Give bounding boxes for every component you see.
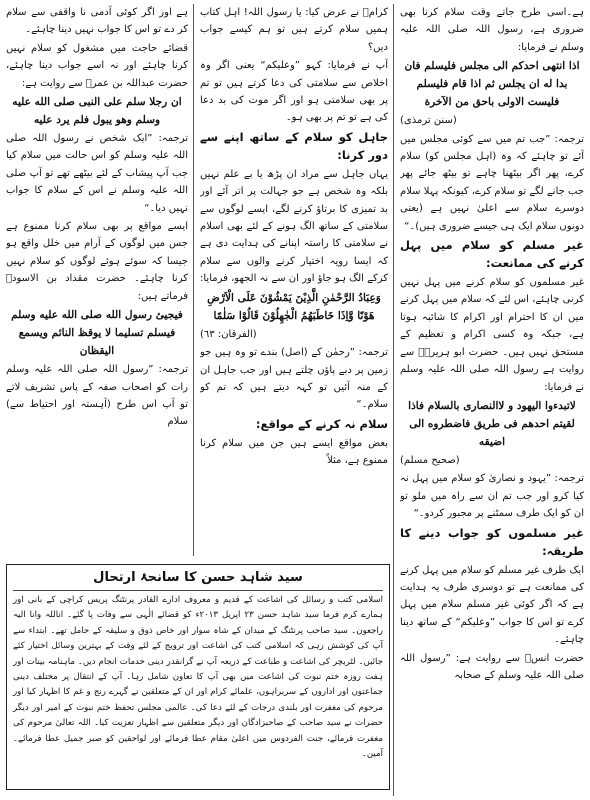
body-paragraph: غیر مسلموں کو سلام کرنے میں پہل نہیں کرنی چاہئے، اس لئے کہ سلام میں پہل کرنے میں ان کا احترام اور اکرام کا شائبہ ہوتا ہے، جبکہ وہ کسی اکرام و تعظیم کے مستحق نہیں ہیں۔ حضرت ابو ہریرہؓ سے روایت ہے رسول اللہ صلی اللہ علیہ وسلم نے فرمایا: xyxy=(400,277,584,393)
obituary-body: اسلامی کتب و رسائل کی اشاعت کے قدیم و معروف ادارے القادر پرنٹنگ پریس کراچی کے بانی اور ہمارے کرم فرما سید شاہد حسن ۲۳ اپریل ۲۰۱۳ء کو قضائے الٰہی سے وفات پا گئے۔ اناللہ وانا الیہ راجعون۔ سید صاحب پرنٹنگ کے میدان کے شاہ سوار اور خاص ذوق و سلیقہ کے حامل تھے۔ ابتداء سے آپ کی کوشش رہی کہ اسلامی کتب کی اشاعت اور ترویج کے لئے وقت کے بہترین وسائل اختیار کئے جائیں۔ لٹریچر کی اشاعت و طباعت کے ذریعہ آپ نے گرانقدر دینی خدمات انجام دیں۔ ماہنامہ بینات اور ہفت روزہ ختم نبوت کی اشاعت میں بھی آپ کا تعاون شامل رہا۔ آپ کے انتقال پر مختلف دینی جماعتوں اور اداروں کے سربراہوں، علمائے کرام اور ان کے متعلقین نے گہرے رنج و غم کا اظہار کیا اور مرحوم کی مغفرت اور بلندی درجات کے لئے دعا کی۔ عالمی مجلس تحفظ ختم نبوت کے امیر اور دیگر حضرات نے سید صاحب کے صاحبزادگان اور دیگر متعلقین سے اظہار تعزیت کیا۔ اللہ تعالیٰ مرحوم کی مغفرت فرمائے، جنت الفردوس میں اعلیٰ مقام عطا فرمائے اور لواحقین کو صبر جمیل عطا فرمائے۔ آمین۔ xyxy=(13,595,383,760)
hadith-reference: (سنن ترمذی) xyxy=(400,115,457,127)
section-heading: غیر مسلموں کو جواب دینے کا طریقہ: xyxy=(400,525,584,558)
translation-paragraph: ترجمہ: ”یہود و نصاریٰ کو سلام میں پہل نہ کیا کرو اور جب تم ان سے راہ میں ملو تو ان کو ایک طرف سمٹنے پر مجبور کردو۔“ xyxy=(400,473,584,520)
body-paragraph: ایک طرف غیر مسلم کو سلام میں پہل کرنے کی ممانعت ہے تو دوسری طرف یہ ہدایت ہے کہ اگر کوئی غیر مسلم سلام میں پہل کرے تو اس کا جواب ”وعلیکم“ کے ساتھ دینا چاہئے۔ xyxy=(400,564,584,646)
translation-paragraph: ترجمہ: ”رحمٰن کے (اصل) بندے تو وہ ہیں جو زمین پر دبے پاؤں چلتے ہیں اور جب جاہل ان کے منہ آئیں تو کہہ دیتے ہیں کہ تم کو سلام۔“ xyxy=(200,347,388,411)
column-divider xyxy=(393,4,394,796)
article-column-right xyxy=(400,4,584,796)
section-heading: غیر مسلم کو سلام میں پہل کرنے کی ممانعت: xyxy=(400,238,584,271)
body-paragraph: یہاں جاہل سے مراد ان پڑھ یا بے علم نہیں بلکہ وہ شخص ہے جو جہالت پر اتر آئے اور بد تمیزی کا برتاؤ کرنے لگے، ایسے لوگوں سے سلامتی کے ساتھ الگ ہونے کے لئے بھی اسلام نے سلامتی کا راستہ اپنانے کی ہدایت دی ہے کہ ایسا رویہ اختیار کرنے والوں سے سلام کرکے الگ ہو جاؤ اور ان سے نہ الجھو، فرمایا: xyxy=(200,168,388,285)
body-paragraph: بعض مواقع ایسے ہیں جن میں سلام کرنا ممنوع ہے، مثلاً xyxy=(200,437,388,467)
body-paragraph: ایسے مواقع پر بھی سلام کرنا ممنوع ہے جس میں لوگوں کے آرام میں خلل واقع ہو جیسا کہ سوئے ہوئے لوگوں کو سلام نہیں کرنا چاہئے۔ حضرت مقداد بن الاسودؓ فرماتے ہیں: xyxy=(6,221,188,302)
obituary-box xyxy=(6,564,390,790)
hadith-text: ان رجلا سلم على النبى صلى الله عليه وسلم وهو يبول فلم يرد عليه xyxy=(12,96,182,127)
translation-paragraph: ترجمہ: ”ایک شخص نے رسول اللہ صلی اللہ علیہ وسلم کو اس حالت میں سلام کیا جب آپ پیشاب کے لئے بیٹھے تھے تو آپ صلی اللہ علیہ وسلم نے اس کے سلام کا جواب نہیں دیا۔“ xyxy=(6,133,188,214)
hadith-text: فيجيئ رسول الله صلى الله عليه وسلم فيسلم تسليما لا يوقظ النائم ويسمع اليقظان xyxy=(11,309,183,358)
body-paragraph: حضرت انسؓ سے روایت ہے: ”رسول اللہ صلی اللہ علیہ وسلم کے صحابہ xyxy=(400,652,584,681)
body-paragraph: کرامؓ نے عرض کیا: یا رسول اللہ! اہل کتاب ہمیں سلام کرتے ہیں تو ہم کیسے جواب دیں؟ xyxy=(200,7,388,53)
body-paragraph: ہے اور اگر کوئی آدمی نا واقفی سے سلام کر دے تو اس کا جواب نہیں دینا چاہئے۔ xyxy=(6,7,188,36)
hadith-text: اذا انتهى احدكم الى مجلس فليسلم فان بدا له ان يجلس ثم اذا قام فليسلم فليست الاولى باحق من الآخرة xyxy=(404,60,580,109)
article-column-left xyxy=(6,4,188,556)
section-heading: جاہل کو سلام کے ساتھ اپنے سے دور کرنا: xyxy=(200,129,388,162)
column-divider xyxy=(193,4,194,556)
quran-ayah: وَعِبَادُ الرَّحْمٰنِ الَّذِيْنَ يَمْشُوْنَ عَلَى الْاَرْضِ هَوْنًا وَّاِذَا خَاطَبَهُمُ الْجٰهِلُوْنَ قَالُوْا سَلٰمًا xyxy=(207,291,381,322)
translation-paragraph: ترجمہ: ”جب تم میں سے کوئی مجلس میں آئے تو چاہئے کہ وہ (اہل مجلس کو) سلام کرے، پھر اگر بیٹھنا چاہے تو بیٹھ جائے پھر جب جانے لگے تو سلام کرے، کیونکہ پہلا سلام دوسرے سلام سے اعلیٰ نہیں ہے (یعنی دونوں سلام ایک ہی جیسے ضروری ہیں)۔“ xyxy=(400,133,584,232)
translation-paragraph: ترجمہ: ”رسول اللہ صلی اللہ علیہ وسلم رات کو اصحاب صفہ کے پاس تشریف لاتے تو آپ اس طرح (آہستہ اور احتیاط سے) سلام xyxy=(6,364,188,428)
hadith-text: لاتبدءوا اليهود و لاالنصارى بالسلام فاذا لقيتم احدهم فى طريق فاضطروه الى اضيقه xyxy=(408,399,576,448)
section-heading: سلام نہ کرنے کے مواقع: xyxy=(255,416,388,431)
hadith-reference: (صحیح مسلم) xyxy=(400,454,460,466)
intro-paragraph: ہے۔اسی طرح جاتے وقت سلام کرنا بھی ضروری ہے، رسول اللہ صلی اللہ علیہ وسلم نے فرمایا: xyxy=(400,7,584,53)
body-paragraph: قضائے حاجت میں مشغول کو سلام نہیں کرنا چاہئے اور نہ اسے جواب دینا چاہئے، حضرت عبداللہ بن عمرؓ سے روایت ہے: xyxy=(6,42,188,89)
magazine-page xyxy=(6,4,584,796)
body-paragraph: آپ نے فرمایا: کہو ”وعلیکم“ یعنی اگر وہ اخلاص سے سلامتی کی دعا کرتے ہیں تو تم پر بھی سلامتی ہو اور اگر موت کی بد دعا کی ہے تو تم پر بھی ہو۔ xyxy=(200,60,388,124)
obituary-title: سید شاہد حسن کا سانحۂ ارتحال xyxy=(13,568,383,591)
ayah-reference: (الفرقان: ٦٣) xyxy=(200,328,257,340)
article-column-middle xyxy=(200,4,388,556)
